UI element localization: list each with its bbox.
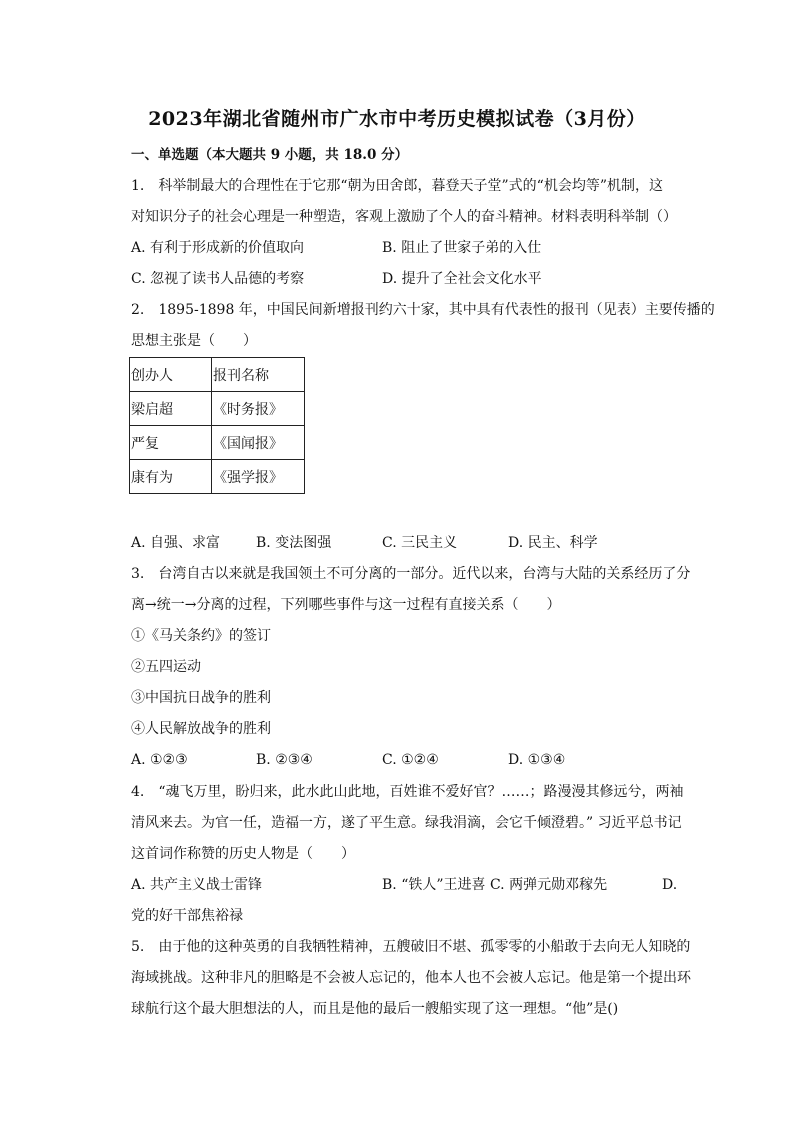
question-4-line-1: 4. “魂飞万里，盼归来，此水此山此地，百姓谁不爱好官？……；路漫漫其修远兮，两袖 xyxy=(131,784,684,800)
table-cell: 康有为 xyxy=(130,460,212,494)
table-cell: 严复 xyxy=(130,426,212,460)
question-5-line-3: 球航行这个最大胆想法的人，而且是他的最后一艘船实现了这一理想。“他”是() xyxy=(131,1001,619,1017)
question-3-item-4: ④人民解放战争的胜利 xyxy=(131,721,271,737)
question-2-option-b: B. 变法图强 xyxy=(256,535,332,551)
question-3-option-c: C. ①②④ xyxy=(382,752,439,768)
question-3-item-3: ③中国抗日战争的胜利 xyxy=(131,690,271,706)
table-cell: 《时务报》 xyxy=(212,392,305,426)
question-5-line-1: 5. 由于他的这种英勇的自我牺牲精神，五艘破旧不堪、孤零零的小船敢于去向无人知晓的 xyxy=(131,939,691,955)
table-header-row xyxy=(130,358,305,392)
question-1-line-2: 对知识分子的社会心理是一种塑造，客观上激励了个人的奋斗精神。材料表明科举制（） xyxy=(131,209,677,225)
table-row xyxy=(130,392,305,426)
question-3-item-2: ②五四运动 xyxy=(131,659,201,675)
question-3-line-2: 离→统一→分离的过程，下列哪些事件与这一过程有直接关系（ ） xyxy=(131,597,561,613)
table-cell: 《国闻报》 xyxy=(212,426,305,460)
table-cell: 《强学报》 xyxy=(212,460,305,494)
question-3-option-d: D. ①③④ xyxy=(508,752,566,768)
question-2-option-c: C. 三民主义 xyxy=(382,535,458,551)
question-5-line-2: 海域挑战。这种非凡的胆略是不会被人忘记的，他本人也不会被人忘记。他是第一个提出环 xyxy=(131,970,691,986)
question-2-line-1: 2. 1895-1898 年，中国民间新增报刊约六十家，其中具有代表性的报刊（见表）主要传播的 xyxy=(131,302,715,318)
question-4-line-3: 这首词作称赞的历史人物是（ ） xyxy=(131,846,355,862)
question-2-option-a: A. 自强、求富 xyxy=(131,535,221,551)
question-1-option-c: C. 忽视了读书人品德的考察 xyxy=(131,271,305,287)
table-row xyxy=(130,460,305,494)
question-2-line-2: 思想主张是（ ） xyxy=(131,333,257,349)
newspaper-table xyxy=(129,357,305,494)
section-heading: 一、单选题（本大题共 9 小题，共 18.0 分） xyxy=(131,147,409,163)
question-1-option-b: B. 阻止了世家子弟的入仕 xyxy=(382,240,542,256)
question-3-line-1: 3. 台湾自古以来就是我国领土不可分离的一部分。近代以来，台湾与大陆的关系经历了分 xyxy=(131,566,691,582)
question-3-item-1: ①《马关条约》的签订 xyxy=(131,628,271,644)
question-1-line-1: 1. 科举制最大的合理性在于它那“朝为田舍郎，暮登天子堂”式的“机会均等”机制，这 xyxy=(131,178,663,194)
question-3-option-b: B. ②③④ xyxy=(256,752,313,768)
table-header-cell: 创办人 xyxy=(130,358,212,392)
page-title: 2023年湖北省随州市广水市中考历史模拟试卷（3月份） xyxy=(148,108,646,130)
question-1-option-d: D. 提升了全社会文化水平 xyxy=(382,271,542,287)
table-header-cell: 报刊名称 xyxy=(212,358,305,392)
question-4-option-d-text: 党的好干部焦裕禄 xyxy=(131,908,243,924)
question-1-option-a: A. 有利于形成新的价值取向 xyxy=(131,240,305,256)
question-4-option-a: A. 共产主义战士雷锋 xyxy=(131,877,263,893)
question-4-line-2: 清风来去。为官一任，造福一方，遂了平生意。绿我涓滴，会它千倾澄碧。” 习近平总书记 xyxy=(131,815,682,831)
table-cell: 梁启超 xyxy=(130,392,212,426)
question-4-option-bc: B. “铁人”王进喜 C. 两弹元勋邓稼先 xyxy=(382,877,608,893)
table-row xyxy=(130,426,305,460)
question-2-option-d: D. 民主、科学 xyxy=(508,535,598,551)
question-4-option-d: D. xyxy=(662,877,678,893)
question-3-option-a: A. ①②③ xyxy=(131,752,188,768)
